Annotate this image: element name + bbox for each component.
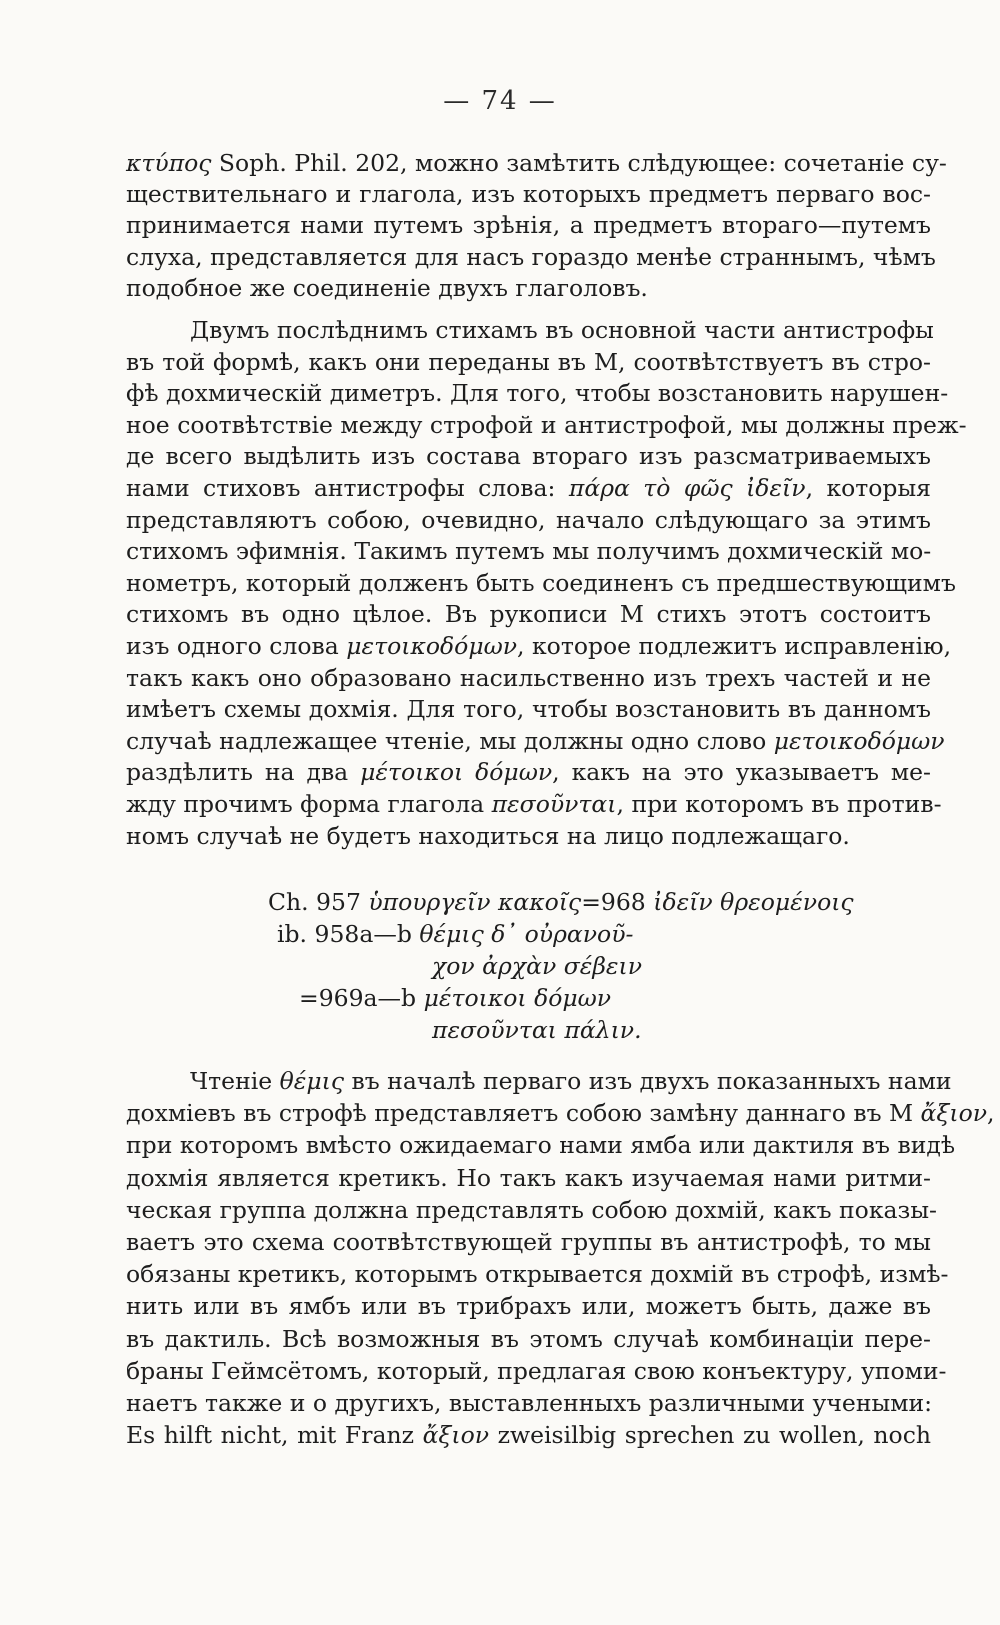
greek-text: ἰδεῖν θρεομένοις <box>653 888 854 916</box>
paragraph3-line <box>126 1130 955 1160</box>
text-segment: , которыя <box>805 474 932 502</box>
paragraph2-line <box>126 663 931 693</box>
paragraph3-line <box>126 1163 931 1193</box>
text-segment: ческая группа должна представлять собою дохмій, какъ показы- <box>126 1195 937 1224</box>
text-segment: нить или въ ямбъ или въ трибрахъ или, можетъ быть, даже въ <box>126 1292 931 1321</box>
text-segment: ществительнаго и глагола, изъ которыхъ предметъ перваго вос- <box>126 180 931 209</box>
paragraph2-line <box>126 473 931 503</box>
text-segment: Ch. 957 <box>268 888 369 916</box>
greek-text: μέτοικοι δόμων <box>360 758 553 787</box>
paragraph1-line <box>126 273 931 303</box>
text-segment: стихомъ эфимнія. Такимъ путемъ мы получимъ дохмическій мо- <box>126 537 932 566</box>
text-segment: имѣетъ схемы дохмія. Для того, чтобы возстановить въ данномъ <box>126 695 931 724</box>
paragraph2-line <box>126 378 949 408</box>
text-segment: =969a—b <box>299 984 424 1012</box>
paragraph1-line <box>126 242 936 272</box>
paragraph2-line <box>126 568 956 598</box>
paragraph2-line <box>190 315 934 345</box>
greek-text: μετοικοδόμων <box>773 726 945 755</box>
paragraph1-line <box>126 148 947 178</box>
greek-text: πεσοῦνται πάλιν. <box>432 1016 642 1044</box>
greek-text: κτύπος <box>126 149 212 177</box>
text-segment: изъ одного слова <box>126 632 347 660</box>
paragraph2-line <box>126 441 931 471</box>
text-segment: въ дактиль. Всѣ возможныя въ этомъ случаѣ комбинаціи пере- <box>126 1324 931 1353</box>
text-segment: , какъ на это указываетъ ме- <box>552 758 931 787</box>
text-segment: въ той формѣ, какъ они переданы въ М, соотвѣтствуетъ въ стро- <box>126 347 931 376</box>
text-segment: при которомъ вмѣсто ожидаемаго нами ямба или дактиля въ видѣ <box>126 1131 955 1160</box>
citation-line <box>277 919 633 949</box>
greek-text: πεσοῦνται <box>491 790 617 818</box>
paragraph2-line <box>126 821 931 851</box>
text-segment: ib. 958a—b <box>277 920 420 948</box>
greek-text: ἄξιον <box>920 1099 988 1128</box>
paragraph2-line <box>126 726 945 756</box>
paragraph2-line <box>126 694 931 724</box>
paragraph3-line <box>126 1356 947 1386</box>
text-segment: дохмія является кретикъ. Но такъ какъ изучаемая нами ритми- <box>126 1163 931 1192</box>
text-segment: =968 <box>581 888 654 916</box>
text-segment: слуха, представляется для насъ гораздо менѣе страннымъ, чѣмъ <box>126 242 936 271</box>
greek-text: ὑπουργεῖν κακοῖς <box>368 888 582 916</box>
text-segment: zweisilbig sprechen zu wollen, noch <box>489 1421 931 1450</box>
greek-text: πάρα τὸ φῶς ἰδεῖν <box>568 474 806 502</box>
text-segment: Soph. Phil. 202, можно замѣтить слѣдующее: сочетаніе су- <box>211 149 947 177</box>
text-segment: представляютъ собою, очевидно, начало слѣдующаго за этимъ <box>126 505 931 534</box>
text-segment: , которое подлежитъ исправленію, <box>517 632 952 660</box>
paragraph3-line <box>126 1195 937 1225</box>
paragraph2-line <box>126 757 931 787</box>
paragraph3-line <box>126 1388 931 1418</box>
text-segment: случаѣ надлежащее чтеніе, мы должны одно слово <box>126 726 774 755</box>
text-segment: Чтеніе <box>190 1067 280 1095</box>
paragraph1-line <box>126 210 931 240</box>
citation-line <box>432 951 642 981</box>
greek-text: ἄξιον <box>422 1421 490 1450</box>
citation-line <box>432 1015 642 1045</box>
text-segment: стихомъ въ одно цѣлое. Въ рукописи М стихъ этотъ состоитъ <box>126 600 931 629</box>
text-segment: принимается нами путемъ зрѣнія, а предметъ втораго—путемъ <box>126 211 931 240</box>
text-segment: браны Геймсётомъ, который, предлагая свою конъектуру, упоми- <box>126 1356 947 1385</box>
text-segment: такъ какъ оно образовано насильственно изъ трехъ частей и не <box>126 663 931 692</box>
paragraph2-line <box>126 789 942 819</box>
text-segment: , <box>987 1099 995 1128</box>
paragraph3-line <box>126 1420 931 1450</box>
text-segment: нометръ, который долженъ быть соединенъ съ предшествующимъ <box>126 568 956 597</box>
text-segment: номъ случаѣ не будетъ находиться на лицо подлежащаго. <box>126 821 850 850</box>
paragraph2-line <box>126 631 952 661</box>
text-segment: де всего выдѣлить изъ состава втораго изъ разсматриваемыхъ <box>126 442 931 471</box>
paragraph3-line <box>126 1227 931 1257</box>
greek-text: χον ἀρχὰν σέβειν <box>432 952 643 980</box>
text-segment: подобное же соединеніе двухъ глаголовъ. <box>126 273 648 302</box>
paragraph1-line <box>126 179 931 209</box>
text-segment: раздѣлить на два <box>126 758 361 787</box>
text-segment: жду прочимъ форма глагола <box>126 790 492 818</box>
paragraph3-line <box>126 1098 995 1128</box>
text-segment: , при которомъ въ против- <box>616 790 942 818</box>
paragraph2-line <box>126 347 931 377</box>
paragraph3-line <box>126 1324 931 1354</box>
text-segment: въ началѣ перваго изъ двухъ показанныхъ нами <box>344 1067 952 1095</box>
text-segment: фѣ дохмическій диметръ. Для того, чтобы возстановить нарушен- <box>126 379 949 408</box>
text-segment: ваетъ это схема соотвѣтствующей группы въ антистрофѣ, то мы <box>126 1228 931 1256</box>
text-segment: дохміевъ въ строфѣ представляетъ собою замѣну даннаго въ М <box>126 1099 921 1128</box>
greek-text: θέμις δ᾽ οὐρανοῦ- <box>419 920 634 948</box>
greek-text: μέτοικοι δόμων <box>423 984 612 1012</box>
text-segment: ное соотвѣтствіе между строфой и антистрофой, мы должны преж- <box>126 410 967 439</box>
greek-text: μετοικοδόμων <box>346 632 518 660</box>
citation-line <box>299 983 611 1013</box>
citation-line <box>268 887 854 917</box>
text-segment: Es hilft nicht, mit Franz <box>126 1421 423 1450</box>
paragraph3-line <box>126 1291 931 1321</box>
paragraph2-line <box>126 505 931 535</box>
paragraph3-line <box>126 1259 949 1289</box>
paragraph2-line <box>126 410 967 440</box>
greek-text: θέμις <box>279 1067 345 1095</box>
paragraph2-line <box>126 599 931 629</box>
paragraph3-line <box>190 1066 952 1096</box>
text-segment: Двумъ послѣднимъ стихамъ въ основной части антистрофы <box>190 316 934 344</box>
text-segment: наетъ также и о другихъ, выставленныхъ различными учеными: <box>126 1389 933 1417</box>
text-segment: нами стиховъ антистрофы слова: <box>126 474 569 502</box>
paragraph2-line <box>126 536 931 566</box>
page-number: — 74 — <box>443 86 557 116</box>
text-segment: обязаны кретикъ, которымъ открывается дохмій въ строфѣ, измѣ- <box>126 1260 949 1289</box>
